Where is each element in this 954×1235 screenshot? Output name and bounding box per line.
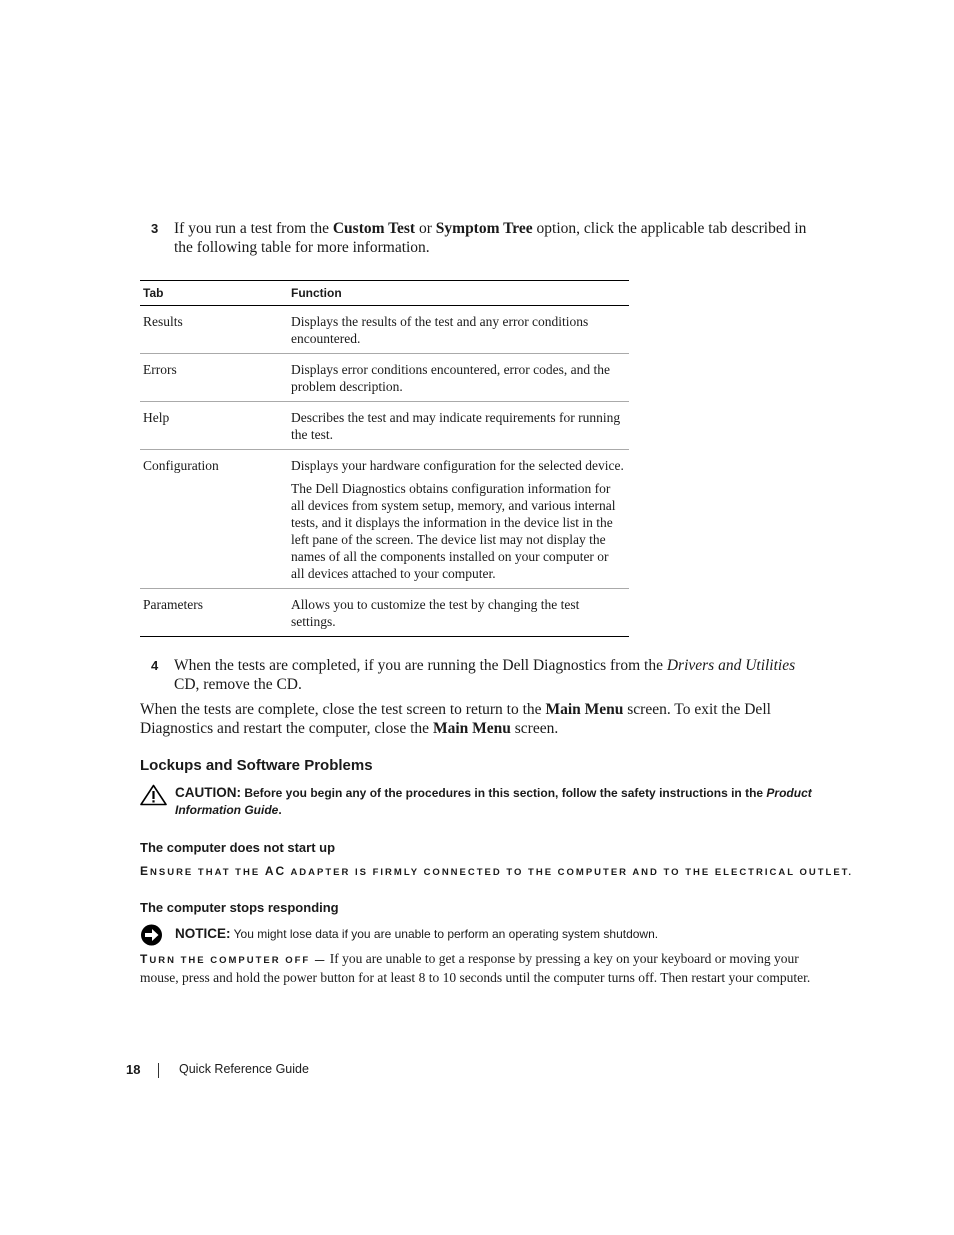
notice-note — [140, 924, 812, 944]
custom-test-label: Custom Test — [332, 220, 416, 237]
table-row — [140, 589, 629, 636]
text-segment: URN THE COMPUTER OFF — — [149, 955, 327, 966]
step-text — [174, 219, 812, 257]
text-segment: AC — [264, 864, 287, 878]
table-row — [140, 354, 629, 402]
text-segment: NSURE THAT THE — [150, 867, 265, 878]
caution-label: CAUTION: — [175, 785, 241, 800]
cell-tab: Help — [143, 410, 170, 425]
cell-function — [291, 361, 629, 395]
cell-function — [291, 457, 629, 582]
tab-function-table — [140, 280, 629, 637]
text-segment: screen. To exit the Dell Diagnostics and restart the computer, close the — [140, 701, 771, 737]
text-segment: T — [140, 952, 150, 966]
text-segment: CD, remove the CD. — [174, 676, 302, 693]
page-number: 18 — [126, 1062, 141, 1077]
caution-text — [175, 784, 812, 819]
function-text: Displays the results of the test and any error conditions encountered. — [291, 314, 589, 346]
text-segment: screen. — [510, 720, 559, 737]
cd-name: Drivers and Utilities — [666, 657, 796, 674]
step-4 — [140, 656, 812, 694]
subsection-title: The computer does not start up — [140, 840, 336, 855]
footer-divider — [158, 1063, 159, 1078]
function-text: Displays your hardware configuration for the selected device. — [291, 458, 624, 473]
main-menu-label: Main Menu — [432, 720, 511, 737]
function-text: Allows you to customize the test by changing the test settings. — [291, 597, 580, 629]
action-lead — [140, 952, 327, 966]
text-segment: You might lose data if you are unable to perform an operating system shutdown. — [230, 927, 659, 941]
text-segment: Before you begin any of the procedures in this section, follow the safety instructions in the — [241, 786, 767, 800]
table-row — [140, 450, 629, 589]
cell-tab: Parameters — [143, 597, 203, 612]
guide-name: Product Information Guide — [175, 786, 812, 817]
section-title: Lockups and Software Problems — [140, 757, 373, 774]
main-menu-label: Main Menu — [545, 701, 624, 718]
function-text: Describes the test and may indicate requirements for running the test. — [291, 410, 621, 442]
notice-arrow-icon — [140, 924, 164, 951]
cell-tab: Errors — [143, 362, 177, 377]
function-text: Displays error conditions encountered, error codes, and the problem description. — [291, 362, 611, 394]
header-tab: Tab — [143, 286, 164, 300]
text-segment: E — [140, 864, 151, 878]
subsection-title: The computer stops responding — [140, 900, 339, 915]
table-row — [140, 306, 629, 354]
step-number: 3 — [151, 221, 159, 236]
warning-triangle-icon — [140, 784, 167, 811]
closing-paragraph — [140, 700, 812, 738]
text-segment: When the tests are completed, if you are running the Dell Diagnostics from the — [174, 657, 667, 674]
table-row — [140, 402, 629, 450]
function-text: The Dell Diagnostics obtains configuration information for all devices from system setup, memory, and various internal tests, and it displays the information in the device list in the left pane of the screen. The device list may not display the names of all the components installed on your computer or all devices attached to your computer. — [291, 481, 616, 581]
text-segment: option, click the applicable tab described in the following table for more information. — [174, 220, 807, 256]
text-segment: If you are unable to get a response by pressing a key on your keyboard or moving your mouse, press and hold the power button for at least 8 to 10 seconds until the computer turns off. Then restart your computer. — [140, 951, 811, 985]
cell-function — [291, 409, 629, 443]
step-3 — [140, 219, 812, 257]
cell-function — [291, 596, 629, 630]
text-segment: When the tests are complete, close the test screen to return to the — [140, 701, 546, 718]
text-segment: . — [278, 803, 282, 817]
cell-tab: Results — [143, 314, 183, 329]
header-function: Function — [291, 286, 342, 300]
symptom-tree-label: Symptom Tree — [435, 220, 533, 237]
text-segment: If you run a test from the — [174, 220, 333, 237]
step-number: 4 — [151, 658, 159, 673]
cell-tab: Configuration — [143, 458, 219, 473]
notice-label: NOTICE: — [175, 926, 231, 941]
cell-function — [291, 313, 629, 347]
guide-title: Quick Reference Guide — [179, 1062, 309, 1076]
action-text — [140, 864, 853, 878]
text-segment: or — [415, 220, 436, 237]
caution-note — [140, 784, 812, 819]
table-header — [140, 281, 629, 306]
turn-off-paragraph — [140, 950, 812, 986]
notice-text — [175, 924, 812, 944]
text-segment: ADAPTER IS FIRMLY CONNECTED TO THE COMPUTER AND TO THE ELECTRICAL OUTLET. — [286, 867, 854, 878]
step-text — [174, 656, 812, 694]
